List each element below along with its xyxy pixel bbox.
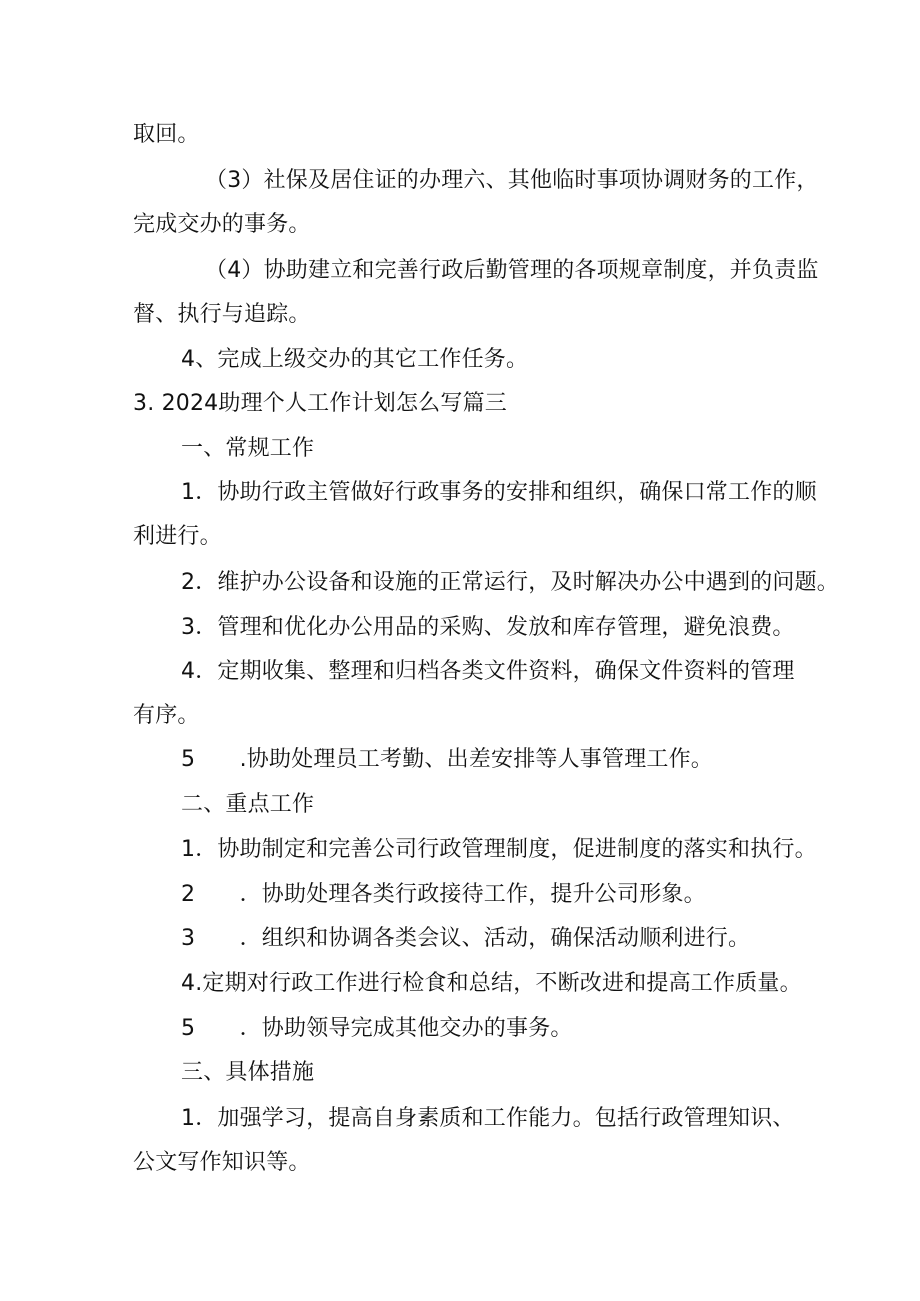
list-item: 1．协助制定和完善公司行政管理制度，促进制度的落实和执行。 (181, 837, 817, 862)
list-item-continuation: 利进行。 (133, 524, 222, 549)
paragraph-line: 督、执行与追踪。 (133, 302, 311, 327)
list-item-continuation: 有序。 (133, 703, 200, 728)
list-item: 2 ．协助处理各类行政接待工作，提升公司形象。 (181, 882, 706, 907)
list-item: 2．维护办公设备和设施的正常运行，及时解决办公中遇到的问题。 (181, 570, 839, 595)
subsection-heading: 二、重点工作 (181, 792, 315, 817)
paragraph-line: （3）社保及居住证的办理六、其他临时事项协调财务的工作， (205, 168, 819, 193)
paragraph-line: 完成交办的事务。 (133, 212, 311, 237)
paragraph-line: 4、完成上级交办的其它工作任务。 (181, 347, 529, 372)
list-item: 4．定期收集、整理和归档各类文件资料，确保文件资料的管理 (181, 659, 795, 684)
list-item: 1．协助行政主管做好行政事务的安排和组织，确保口常工作的顺 (181, 480, 817, 505)
subsection-heading: 一、常规工作 (181, 436, 315, 461)
paragraph-line: （4）协助建立和完善行政后勤管理的各项规章制度，并负责监 (205, 258, 819, 283)
section-heading: 3. 2024助理个人工作计划怎么写篇三 (133, 391, 507, 416)
list-item: 1．加强学习，提高自身素质和工作能力。包括行政管理知识、 (181, 1106, 795, 1131)
list-item: 3 ．组织和协调各类会议、活动，确保活动顺利进行。 (181, 926, 751, 951)
list-item: 5 ．协助领导完成其他交办的事务。 (181, 1016, 573, 1041)
paragraph-line: 取回。 (133, 122, 200, 147)
list-item: 4.定期对行政工作进行检食和总结，不断改进和提高工作质量。 (181, 971, 802, 996)
list-item-continuation: 公文写作知识等。 (133, 1150, 311, 1175)
subsection-heading: 三、具体措施 (181, 1060, 315, 1085)
list-item: 3．管理和优化办公用品的采购、发放和库存管理，避免浪费。 (181, 615, 795, 640)
list-item: 5 .协助处理员工考勤、出差安排等人事管理工作。 (181, 747, 713, 772)
